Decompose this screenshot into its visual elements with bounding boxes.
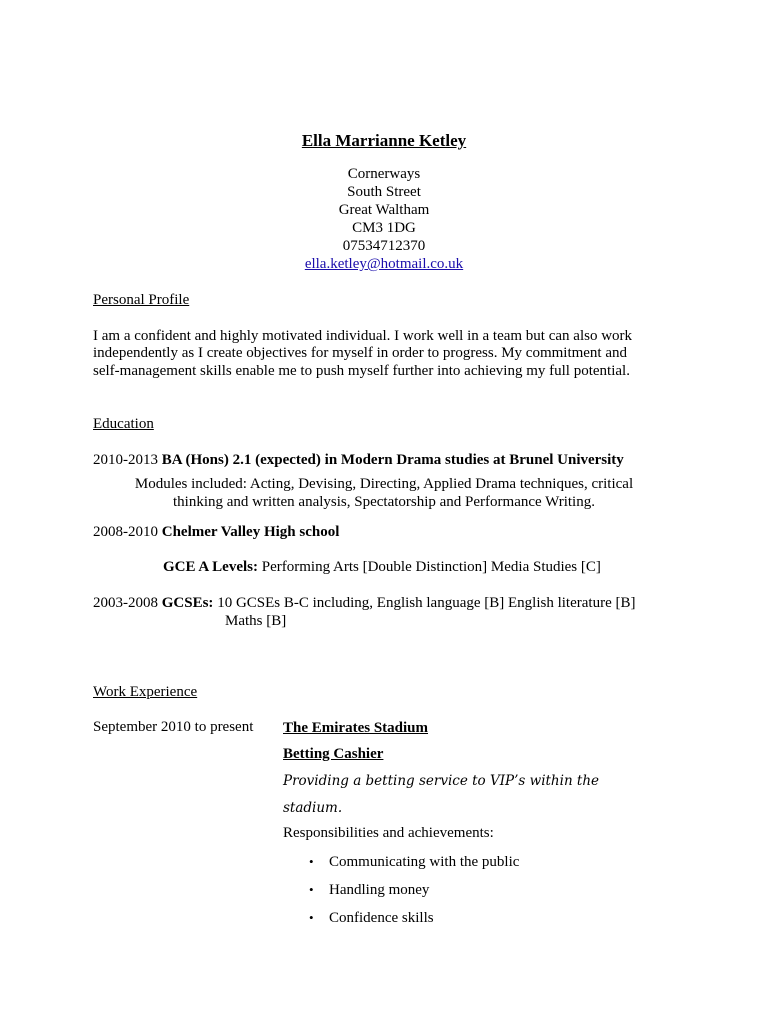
degree-entry [93,452,624,469]
email-link[interactable]: ella.ketley@hotmail.co.uk [304,256,464,272]
degree-title: BA (Hons) 2.1 (expected) in Modern Drama studies at Brunel University [161,452,624,468]
job-description-line-1: Providing a betting service to VIP’s within the [283,773,600,789]
degree-modules-line-2: thinking and written analysis, Spectatorship and Performance Writing. [173,494,595,510]
gcse-entry [93,595,635,612]
responsibilities-heading: Responsibilities and achievements: [283,825,494,841]
gcse-label: GCSEs: [161,595,214,611]
list-item [0,854,768,874]
bullet-icon: • [309,854,314,869]
alevels-text: Performing Arts [Double Distinction] Media Studies [C] [261,559,601,575]
list-item [0,882,768,902]
list-item [0,910,768,930]
bullet-icon: • [309,910,314,925]
responsibility-text: Handling money [329,882,430,898]
job-description-line-2: stadium. [283,800,343,816]
profile-line-1: I am a confident and highly motivated individual. I work well in a team but can also work [93,328,633,344]
gcse-text: 10 GCSEs B-C including, English language [B] English literature [B] [217,595,636,611]
address-postcode: CM3 1DG [352,220,416,236]
profile-heading: Personal Profile [93,292,190,308]
degree-years: 2010-2013 [93,452,158,468]
responsibility-text: Communicating with the public [329,854,520,870]
phone-number: 07534712370 [342,238,426,254]
alevels-label: GCE A Levels: [163,559,259,575]
profile-line-3: self-management skills enable me to push myself further into achieving my full potential. [93,363,630,379]
sixth-form-years: 2008-2010 [93,524,158,540]
address-line-3: Great Waltham [338,202,430,218]
profile-line-2: independently as I create objectives for myself in order to progress. My commitment and [93,345,628,361]
job-role: Betting Cashier [283,746,384,762]
responsibility-text: Confidence skills [329,910,434,926]
cv-name: Ella Marrianne Ketley [301,131,467,150]
alevels-entry [163,559,601,576]
address-line-2: South Street [347,184,421,200]
sixth-form-entry [93,524,339,541]
gcse-text-line-2: Maths [B] [225,613,287,629]
job-employer: The Emirates Stadium [283,720,429,736]
education-heading: Education [93,416,154,432]
address-line-1: Cornerways [347,166,421,182]
job-period: September 2010 to present [93,719,254,735]
bullet-icon: • [309,882,314,897]
sixth-form-school: Chelmer Valley High school [161,524,340,540]
degree-modules-line-1: Modules included: Acting, Devising, Directing, Applied Drama techniques, critical [134,476,634,492]
gcse-years: 2003-2008 [93,595,158,611]
work-heading: Work Experience [93,684,198,700]
